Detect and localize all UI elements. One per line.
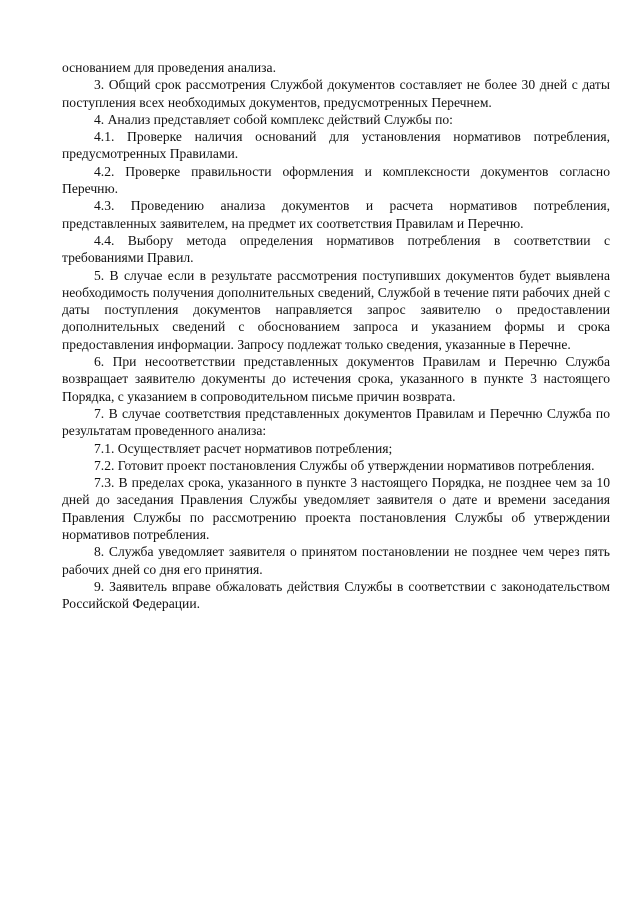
paragraph-4-1: 4.1. Проверке наличия оснований для установления нормативов потребления, предусмотренных Правилами. bbox=[62, 129, 610, 162]
paragraph-7-3: 7.3. В пределах срока, указанного в пункте 3 настоящего Порядка, не позднее чем за 10 дней до заседания Правления Службы уведомляет заявителя о дате и времени заседания Правления Службы по рассмотрению проекта постановления Службы об утверждении нормативов потребления. bbox=[62, 475, 610, 543]
document-page bbox=[62, 59, 610, 613]
paragraph-4-3: 4.3. Проведению анализа документов и расчета нормативов потребления, представленных заявителем, на предмет их соответствия Правилам и Перечню. bbox=[62, 198, 610, 231]
paragraph-3: 3. Общий срок рассмотрения Службой документов составляет не более 30 дней с даты поступления всех необходимых документов, предусмотренных Перечнем. bbox=[62, 77, 610, 110]
paragraph-8: 8. Служба уведомляет заявителя о принятом постановлении не позднее чем через пять рабочих дней со дня его принятия. bbox=[62, 544, 610, 577]
paragraph-7-2: 7.2. Готовит проект постановления Службы об утверждении нормативов потребления. bbox=[94, 457, 595, 473]
paragraph-4-2: 4.2. Проверке правильности оформления и комплексности документов согласно Перечню. bbox=[62, 163, 610, 197]
paragraph-5: 5. В случае если в результате рассмотрения поступивших документов будет выявлена необходимость получения дополнительных сведений, Службой в течение пяти рабочих дней с даты поступления документов направляется запрос заявителю о предоставлении дополнительных сведений с обоснованием запроса и указанием формы и срока предоставления информации. Запросу подлежат только сведения, указанные в Перечне. bbox=[62, 267, 610, 352]
paragraph-4: 4. Анализ представляет собой комплекс действий Службы по: bbox=[94, 111, 453, 127]
paragraph-9: 9. Заявитель вправе обжаловать действия Службы в соответствии с законодательством Российской Федерации. bbox=[62, 578, 610, 612]
paragraph-continuation: основанием для проведения анализа. bbox=[62, 60, 276, 75]
paragraph-7-1: 7.1. Осуществляет расчет нормативов потребления; bbox=[94, 440, 393, 456]
paragraph-6: 6. При несоответствии представленных документов Правилам и Перечню Служба возвращает заявителю документы до истечения срока, указанного в пункте 3 настоящего Порядка, с указанием в сопроводительном письме причин возврата. bbox=[62, 354, 610, 404]
paragraph-4-4: 4.4. Выбору метода определения нормативов потребления в соответствии с требованиями Правил. bbox=[62, 232, 610, 266]
paragraph-7: 7. В случае соответствия представленных документов Правилам и Перечню Служба по результатам проведенного анализа: bbox=[62, 405, 610, 439]
